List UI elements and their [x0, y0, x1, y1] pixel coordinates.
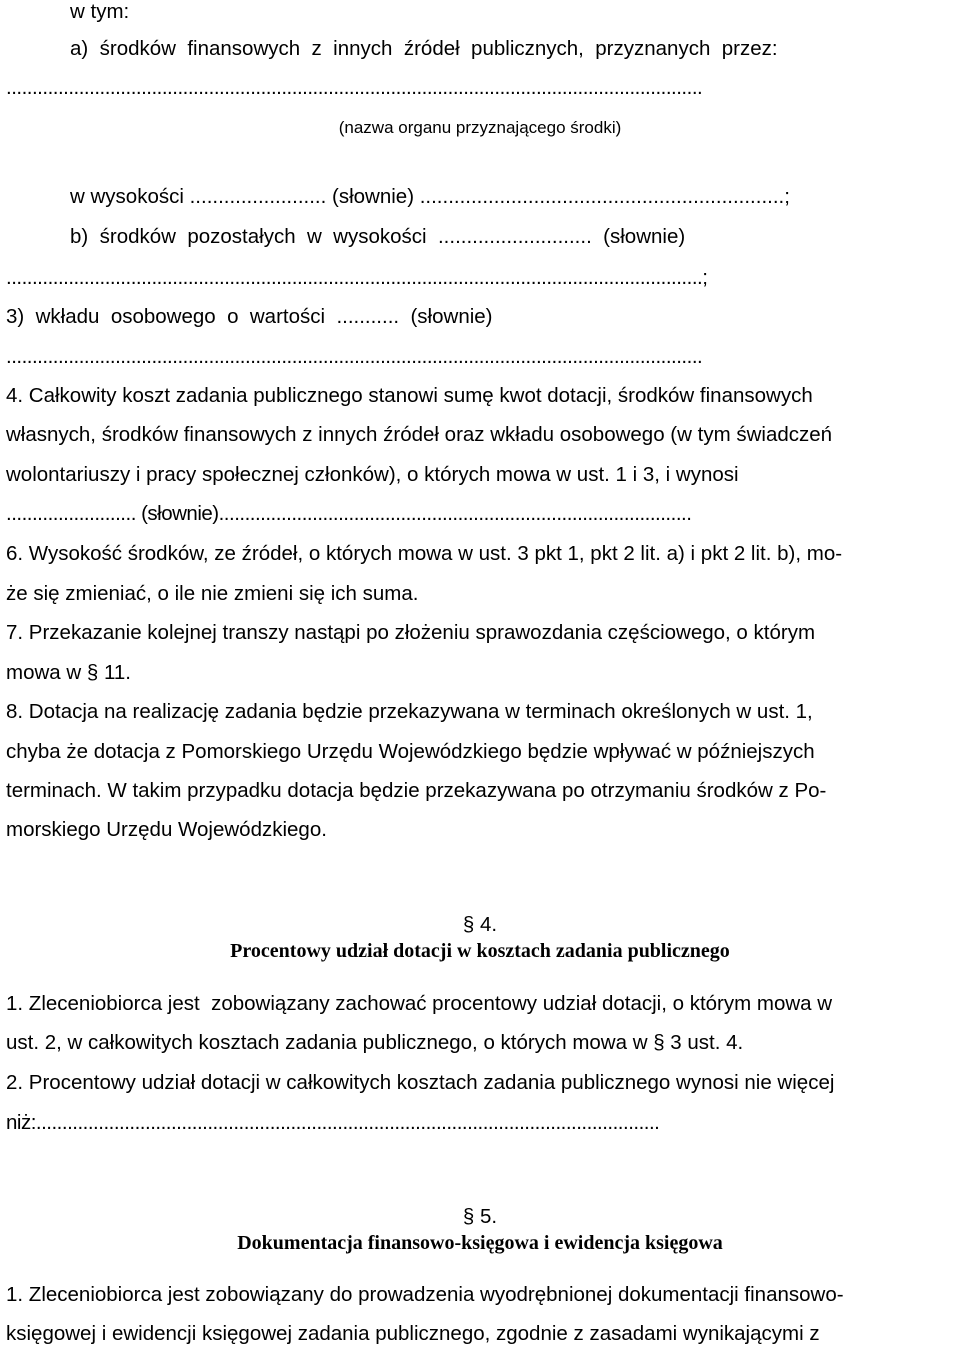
paragraph-4-line: wolontariuszy i pracy społecznej członków), o których mowa w ust. 1 i 3, i wynosi — [6, 463, 739, 486]
text-line-wkladu-osobowego: 3) wkładu osobowego o wartości ........... (słownie) — [6, 305, 493, 328]
text-line-b-srodkow: b) środków pozostałych w wysokości ........................... (słownie) — [70, 225, 686, 248]
dotted-fill-line: ......................................................................................................................................; — [6, 266, 708, 289]
paragraph-7-line: 7. Przekazanie kolejnej transzy nastąpi po złożeniu sprawozdania częściowego, o którym — [6, 621, 816, 644]
section-4-line: niż:........................................................................................................................ — [6, 1111, 660, 1134]
paragraph-4-line: ......................... (słownie)........................................................................................... — [6, 502, 692, 525]
dotted-fill-line: ...................................................................................................................................... — [6, 345, 703, 368]
organ-note: (nazwa organu przyznającego środki) — [338, 118, 622, 137]
section-number: § 5. — [462, 1205, 498, 1228]
section-number: § 4. — [462, 913, 498, 936]
section-4-line: 1. Zleceniobiorca jest zobowiązany zachować procentowy udział dotacji, o którym mowa w — [6, 992, 833, 1015]
section-4-line: 2. Procentowy udział dotacji w całkowitych kosztach zadania publicznego wynosi nie więcej — [6, 1071, 835, 1094]
paragraph-4-line: własnych, środków finansowych z innych źródeł oraz wkładu osobowego (w tym świadczeń — [6, 423, 833, 446]
section-heading: Dokumentacja finansowo-księgowa i ewidencja księgowa — [237, 1232, 723, 1254]
text-line-w-wysokosci: w wysokości ........................ (słownie) ................................................................; — [70, 185, 790, 208]
paragraph-6-line: że się zmieniać, o ile nie zmieni się ich suma. — [6, 582, 419, 605]
section-heading: Procentowy udział dotacji w kosztach zadania publicznego — [230, 940, 730, 962]
paragraph-8-line: 8. Dotacja na realizację zadania będzie przekazywana w terminach określonych w ust. 1, — [6, 700, 813, 723]
paragraph-8-line: morskiego Urzędu Wojewódzkiego. — [6, 818, 327, 841]
paragraph-8-line: chyba że dotacja z Pomorskiego Urzędu Wojewódzkiego będzie wpływać w późniejszych — [6, 740, 815, 763]
paragraph-7-line: mowa w § 11. — [6, 661, 131, 684]
section-5-line: 1. Zleceniobiorca jest zobowiązany do prowadzenia wyodrębnionej dokumentacji finansowo- — [6, 1283, 844, 1306]
dotted-fill-line: ...................................................................................................................................... — [6, 76, 703, 99]
paragraph-4-line: 4. Całkowity koszt zadania publicznego stanowi sumę kwot dotacji, środków finansowych — [6, 384, 813, 407]
section-5-line: księgowej i ewidencji księgowej zadania publicznego, zgodnie z zasadami wynikającymi z — [6, 1322, 820, 1345]
section-4-line: ust. 2, w całkowitych kosztach zadania publicznego, o których mowa w § 3 ust. 4. — [6, 1031, 744, 1054]
text-line-w-tym: w tym: — [70, 0, 130, 23]
text-line-a-srodkow: a) środków finansowych z innych źródeł publicznych, przyznanych przez: — [70, 37, 778, 60]
paragraph-8-line: terminach. W takim przypadku dotacja będzie przekazywana po otrzymaniu środków z Po- — [6, 779, 827, 802]
paragraph-6-line: 6. Wysokość środków, ze źródeł, o których mowa w ust. 3 pkt 1, pkt 2 lit. a) i pkt 2 lit. b), mo- — [6, 542, 843, 565]
